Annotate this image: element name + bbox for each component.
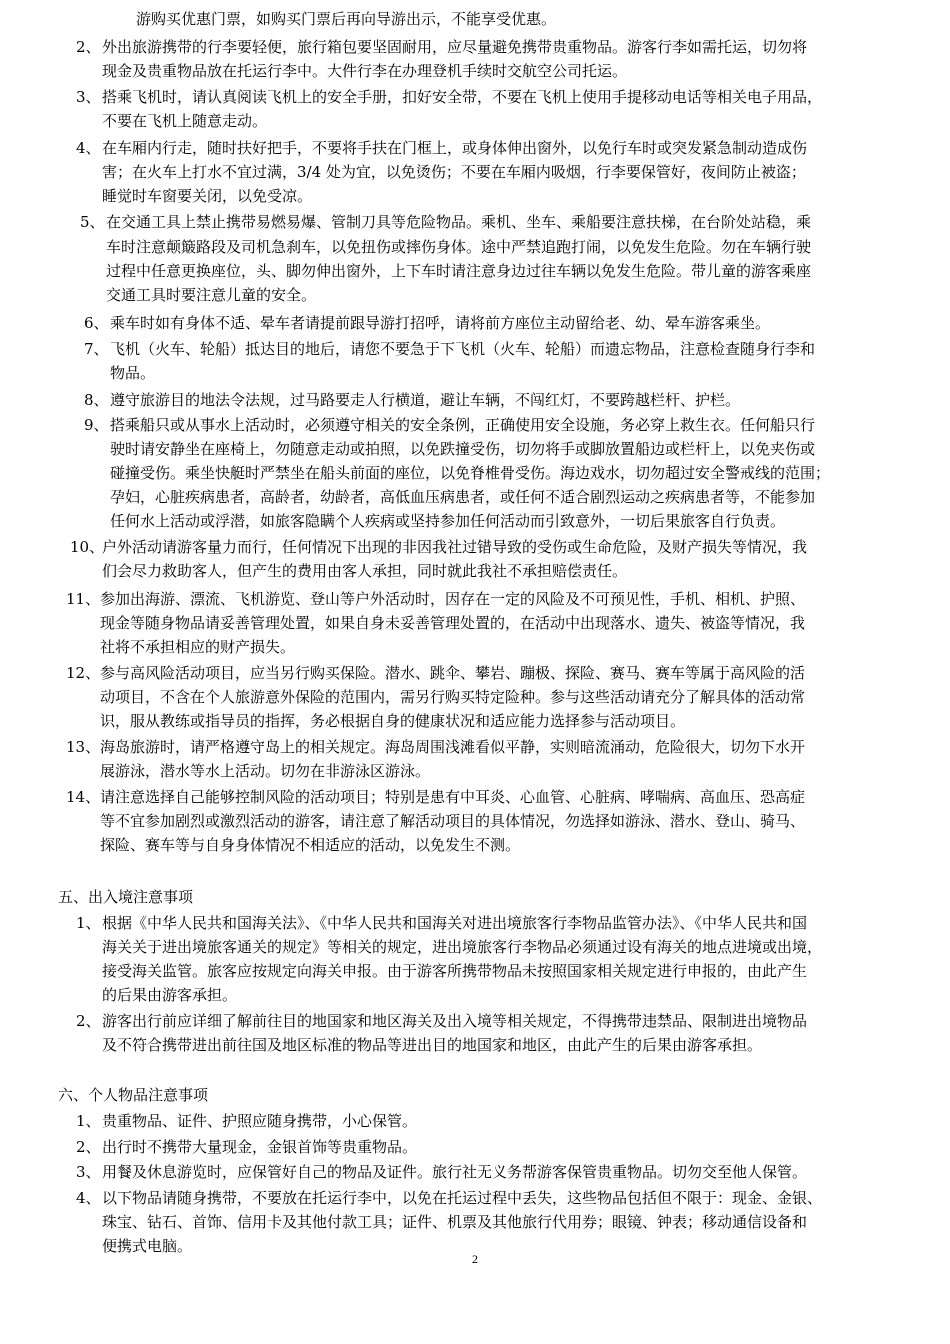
- continuation-line: 游购买优惠门票，如购买门票后再向导游出示，不能享受优惠。: [136, 10, 557, 28]
- item-number: 9、: [84, 416, 109, 434]
- item-number: 12、: [66, 664, 101, 682]
- item-line: 乘车时如有身体不适、晕车者请提前跟导游打招呼，请将前方座位主动留给老、幼、晕车游客乘坐。: [110, 314, 771, 332]
- item-line: 以下物品请随身携带，不要放在托运行李中，以免在托运过程中丢失，这些物品包括但不限于：现金、金银、: [102, 1189, 823, 1207]
- item-number: 7、: [84, 340, 109, 358]
- item-line: 动项目，不含在个人旅游意外保险的范围内，需另行购买特定险种。参与这些活动请充分了解具体的活动常: [100, 688, 806, 706]
- item-line: 不要在飞机上随意走动。: [102, 112, 268, 130]
- item-line: 游客出行前应详细了解前往目的地国家和地区海关及出入境等相关规定，不得携带违禁品、限制进出境物品: [102, 1012, 808, 1030]
- item-line: 碰撞受伤。乘坐快艇时严禁坐在船头前面的座位，以免脊椎骨受伤。海边戏水，切勿超过安全警戒线的范围；: [110, 464, 831, 482]
- item-line: 们会尽力救助客人，但产生的费用由客人承担，同时就此我社不承担赔偿责任。: [102, 562, 628, 580]
- item-line: 睡觉时车窗要关闭，以免受凉。: [102, 187, 313, 205]
- section-heading-customs: 五、出入境注意事项: [58, 888, 194, 906]
- item-line: 在交通工具上禁止携带易燃易爆、管制刀具等危险物品。乘机、坐车、乘船要注意扶梯，在台阶处站稳，乘: [106, 213, 812, 231]
- item-line: 现金等随身物品请妥善管理处置，如果自身未妥善管理处置的，在活动中出现落水、遗失、被盗等情况，我: [100, 614, 806, 632]
- item-line: 现金及贵重物品放在托运行李中。大件行李在办理登机手续时交航空公司托运。: [102, 62, 628, 80]
- item-number: 8、: [84, 391, 109, 409]
- item-line: 社将不承担相应的财产损失。: [100, 638, 296, 656]
- item-line: 接受海关监管。旅客应按规定向海关申报。由于游客所携带物品未按照国家相关规定进行申报的，由此产生: [102, 962, 808, 980]
- item-number: 2、: [76, 1012, 101, 1030]
- item-line: 物品。: [110, 364, 156, 382]
- item-line: 过程中任意更换座位，头、脚勿伸出窗外，上下车时请注意身边过往车辆以免发生危险。带儿童的游客乘座: [106, 262, 812, 280]
- page-number: 2: [472, 1252, 478, 1266]
- item-number: 13、: [66, 738, 101, 756]
- item-line: 搭乘飞机时，请认真阅读飞机上的安全手册，扣好安全带，不要在飞机上使用手提移动电话等相关电子用品，: [102, 88, 823, 106]
- item-line: 车时注意颠簸路段及司机急刹车，以免扭伤或摔伤身体。途中严禁追跑打闹，以免发生危险。勿在车辆行驶: [106, 238, 812, 256]
- item-line: 识，服从教练或指导员的指挥，务必根据自身的健康状况和适应能力选择参与活动项目。: [100, 712, 686, 730]
- item-number: 14、: [66, 788, 101, 806]
- item-line: 参与高风险活动项目，应当另行购买保险。潜水、跳伞、攀岩、蹦极、探险、赛马、赛车等属于高风险的活: [100, 664, 806, 682]
- section-heading-belongings: 六、个人物品注意事项: [58, 1086, 209, 1104]
- item-line: 出行时不携带大量现金，金银首饰等贵重物品。: [102, 1138, 418, 1156]
- item-line: 请注意选择自己能够控制风险的活动项目；特别是患有中耳炎、心血管、心脏病、哮喘病、高血压、恐高症: [100, 788, 806, 806]
- item-number: 5、: [80, 213, 105, 231]
- item-number: 4、: [76, 139, 101, 157]
- item-line: 在车厢内行走，随时扶好把手，不要将手扶在门框上，或身体伸出窗外，以免行车时或突发紧急制动造成伤: [102, 139, 808, 157]
- item-line: 海关关于进出境旅客通关的规定》等相关的规定，进出境旅客行李物品必须通过设有海关的地点进境或出境，: [102, 938, 823, 956]
- item-line: 驶时请安静坐在座椅上，勿随意走动或拍照，以免跌撞受伤，切勿将手或脚放置船边或栏杆上，以免夹伤或: [110, 440, 816, 458]
- item-line: 外出旅游携带的行李要轻便，旅行箱包要坚固耐用，应尽量避免携带贵重物品。游客行李如需托运，切勿将: [102, 38, 808, 56]
- item-number: 2、: [76, 38, 101, 56]
- item-number: 11、: [66, 590, 101, 608]
- item-number: 1、: [76, 1112, 101, 1130]
- item-number: 10、: [70, 538, 105, 556]
- item-number: 4、: [76, 1189, 101, 1207]
- item-number: 1、: [76, 914, 101, 932]
- item-line: 珠宝、钻石、首饰、信用卡及其他付款工具；证件、机票及其他旅行代用券；眼镜、钟表；移动通信设备和: [102, 1213, 808, 1231]
- item-line: 的后果由游客承担。: [102, 986, 238, 1004]
- item-line: 展游泳，潜水等水上活动。切勿在非游泳区游泳。: [100, 762, 431, 780]
- item-line: 参加出海游、漂流、飞机游览、登山等户外活动时，因存在一定的风险及不可预见性，手机、相机、护照、: [100, 590, 806, 608]
- item-line: 等不宜参加剧烈或激烈活动的游客，请注意了解活动项目的具体情况，勿选择如游泳、潜水、登山、骑马、: [100, 812, 806, 830]
- item-number: 6、: [84, 314, 109, 332]
- item-number: 3、: [76, 88, 101, 106]
- item-line: 用餐及休息游览时，应保管好自己的物品及证件。旅行社无义务帮游客保管贵重物品。切勿交至他人保管。: [102, 1163, 808, 1181]
- item-line: 海岛旅游时，请严格遵守岛上的相关规定。海岛周围浅滩看似平静，实则暗流涌动，危险很大，切勿下水开: [100, 738, 806, 756]
- item-line: 孕妇，心脏疾病患者，高龄者，幼龄者，高低血压病患者，或任何不适合剧烈运动之疾病患者等，不能参加: [110, 488, 816, 506]
- item-line: 搭乘船只或从事水上活动时，必须遵守相关的安全条例，正确使用安全设施，务必穿上救生衣。任何船只行: [110, 416, 816, 434]
- item-line: 遵守旅游目的地法令法规，过马路要走人行横道，避让车辆，不闯红灯，不要跨越栏杆、护栏。: [110, 391, 741, 409]
- item-line: 探险、赛车等与自身身体情况不相适应的活动，以免发生不测。: [100, 836, 521, 854]
- item-line: 贵重物品、证件、护照应随身携带，小心保管。: [102, 1112, 418, 1130]
- item-line: 户外活动请游客量力而行，任何情况下出现的非因我社过错导致的受伤或生命危险，及财产损失等情况，我: [102, 538, 808, 556]
- item-line: 及不符合携带进出前往国及地区标准的物品等进出目的地国家和地区，由此产生的后果由游客承担。: [102, 1036, 763, 1054]
- item-line: 便携式电脑。: [102, 1237, 193, 1255]
- item-number: 3、: [76, 1163, 101, 1181]
- item-line: 根据《中华人民共和国海关法》、《中华人民共和国海关对进出境旅客行李物品监管办法》、《中华人民共和国: [102, 914, 808, 932]
- item-number: 2、: [76, 1138, 101, 1156]
- item-line: 害；在火车上打水不宜过满，3/4 处为宜，以免烫伤；不要在车厢内吸烟，行李要保管好，夜间防止被盗；: [102, 163, 806, 181]
- item-line: 交通工具时要注意儿童的安全。: [106, 286, 317, 304]
- item-line: 飞机（火车、轮船）抵达目的地后，请您不要急于下飞机（火车、轮船）而遗忘物品，注意检查随身行李和: [110, 340, 816, 358]
- item-line: 任何水上活动或浮潜，如旅客隐瞒个人疾病或坚持参加任何活动而引致意外，一切后果旅客自行负责。: [110, 512, 786, 530]
